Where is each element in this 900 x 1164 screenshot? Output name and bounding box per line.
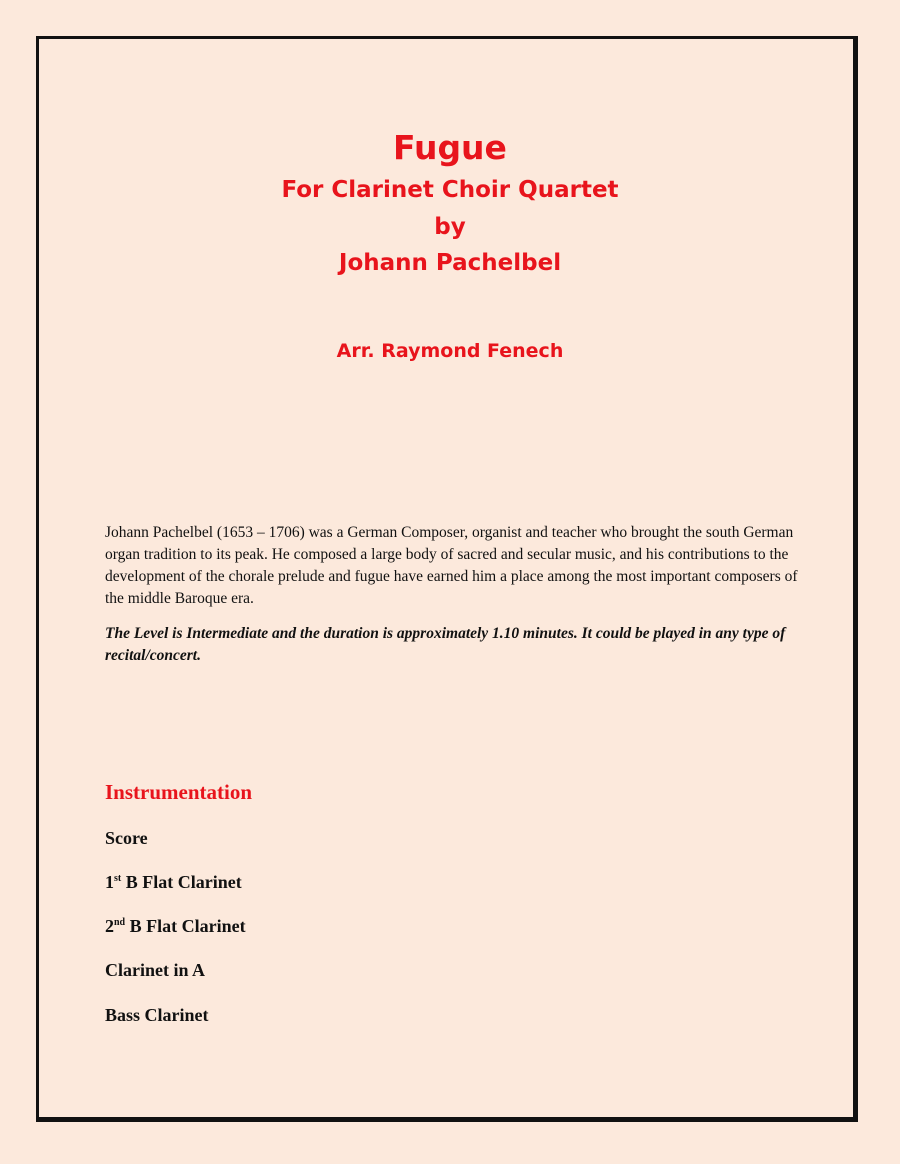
arranger-credit: Arr. Raymond Fenech: [336, 340, 564, 362]
instrument-label: B Flat Clarinet: [121, 872, 242, 892]
instrument-label: B Flat Clarinet: [125, 916, 246, 936]
composer-name: Johann Pachelbel: [338, 250, 562, 276]
instrument-clarinet-in-a: [105, 960, 205, 981]
instrument-label: Clarinet in A: [105, 960, 206, 980]
composer-biography: Johann Pachelbel (1653 – 1706) was a German Composer, organist and teacher who brought the south German organ tradition to its peak. He composed a large body of sacred and secular music, and his contributions to the development of the chorale prelude and fugue have earned him a place among the most important composers of the middle Baroque era.: [105, 524, 798, 607]
instrumentation-heading: Instrumentation: [105, 780, 253, 804]
ordinal-suffix: st: [114, 873, 122, 884]
ordinal-suffix: nd: [114, 917, 126, 928]
instrument-label: Bass Clarinet: [105, 1005, 209, 1025]
instrument-score: [105, 828, 148, 849]
piece-subtitle: For Clarinet Choir Quartet: [281, 177, 619, 203]
piece-title: Fugue: [393, 128, 507, 167]
instrument-label: Score: [105, 828, 148, 848]
instrument-1st-b-flat-clarinet: [105, 872, 242, 893]
instrument-2nd-b-flat-clarinet: [105, 916, 246, 937]
level-duration-note: The Level is Intermediate and the duration is approximately 1.10 minutes. It could be played in any type of recital/concert.: [105, 625, 786, 664]
instrument-ordinal: 2: [105, 916, 114, 936]
instrument-ordinal: 1: [105, 872, 114, 892]
by-label: by: [434, 214, 466, 240]
instrument-bass-clarinet: [105, 1005, 209, 1026]
